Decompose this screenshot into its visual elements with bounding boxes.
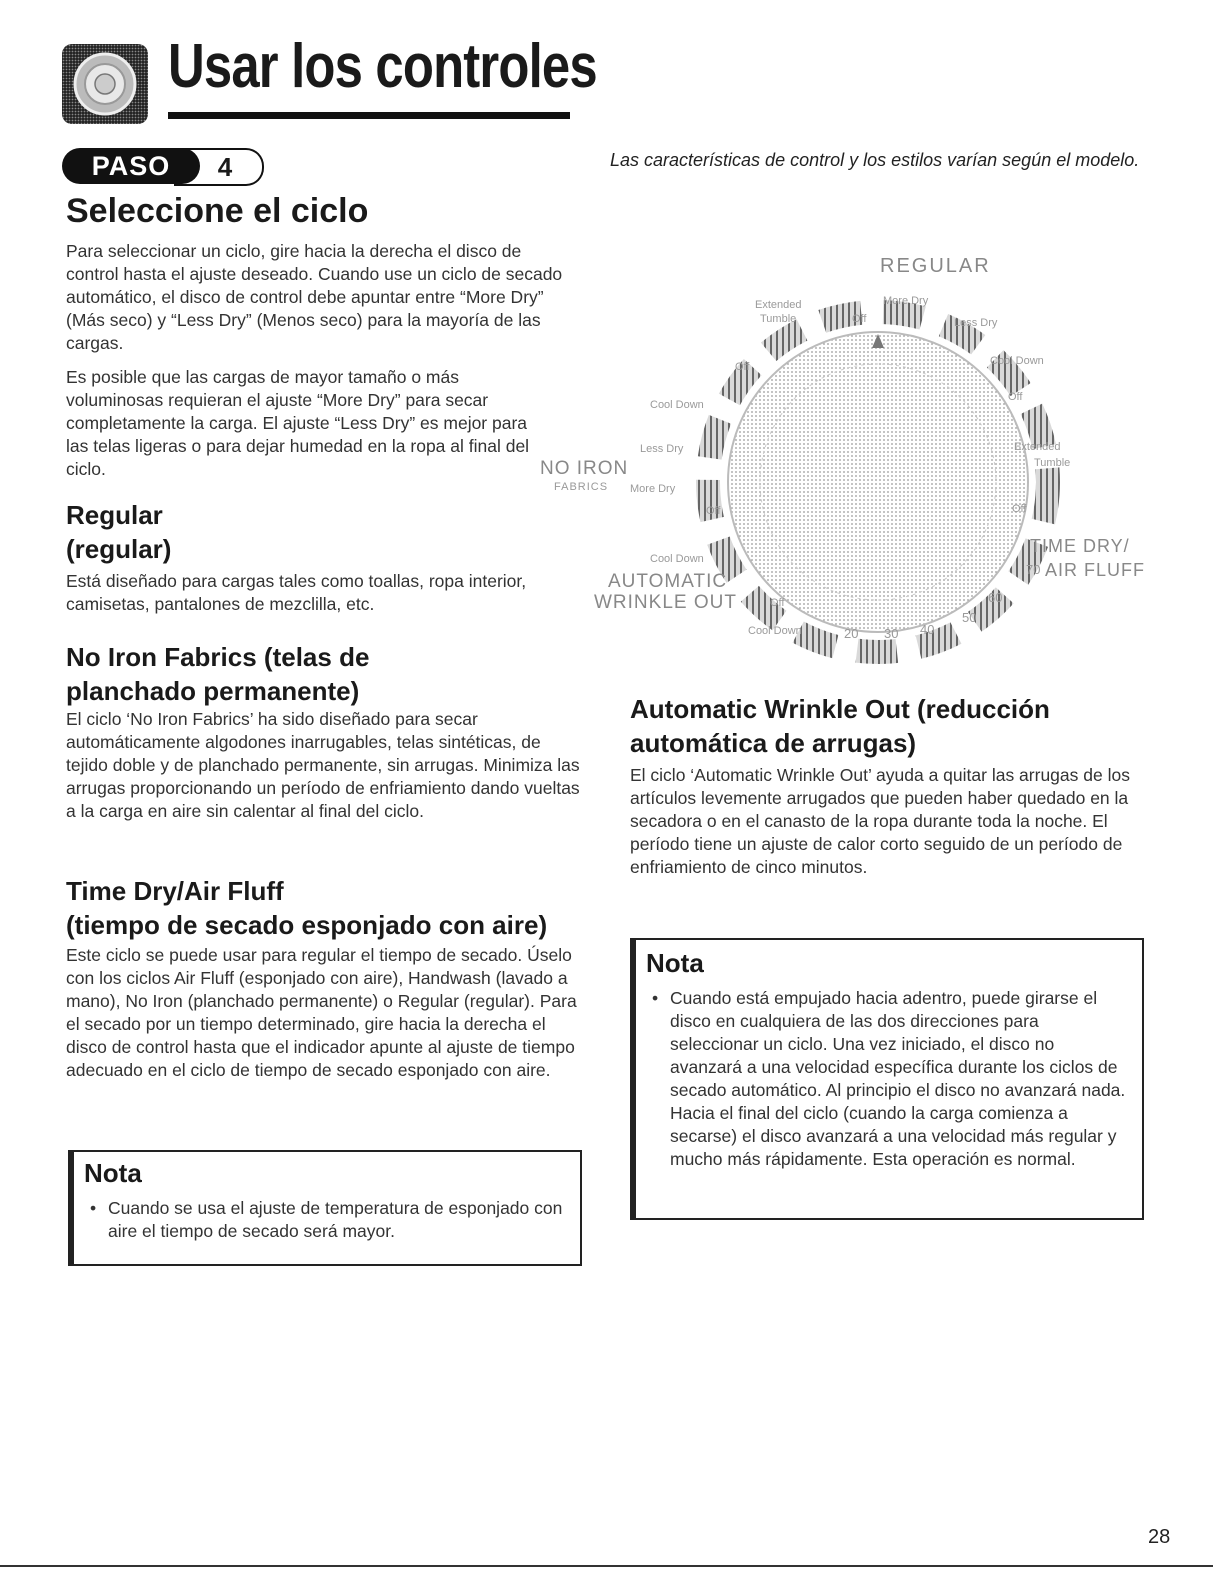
control-dial-icon <box>62 44 148 124</box>
dial-label-70: 70 <box>1026 562 1041 577</box>
note-title: Nota <box>84 1158 142 1188</box>
note-title: Nota <box>646 948 704 978</box>
dial-label-regular: REGULAR <box>880 255 991 277</box>
control-dial-figure <box>530 230 1146 650</box>
dial-label-automatic: AUTOMATIC <box>608 571 728 592</box>
dial-label-20: 20 <box>844 626 859 641</box>
page-number: 28 <box>1148 1526 1171 1548</box>
dial-label-extended: Extended <box>755 299 802 311</box>
heading-line: planchado permanente) <box>66 676 360 707</box>
dial-label-more-dry: More Dry <box>883 295 929 307</box>
intro-paragraph: Es posible que las cargas de mayor tamaño o más voluminosas requieran el ajuste “More Dry” para secar completamente la carga. El ajuste “Less Dry” es mejor para las telas ligeras o para dejar humedad en la ropa al final del ciclo. <box>66 367 530 479</box>
dial-label-extended: Extended <box>1014 441 1061 453</box>
dial-label-off: Off <box>1012 503 1027 515</box>
heading-line: automática de arrugas) <box>630 728 917 759</box>
note-bullet: • Cuando se usa el ajuste de temperatura de esponjado con aire el tiempo de secado será mayor. <box>84 1197 566 1243</box>
model-variation-note: Las características de control y los estilos varían según el modelo. <box>610 150 1140 170</box>
note-box <box>630 938 1144 1220</box>
step-number: 4 <box>174 148 264 186</box>
heading-line: (tiempo de secado esponjado con aire) <box>66 910 548 941</box>
dial-label-cool-down: Cool Down <box>650 553 704 565</box>
dial-label-tumble: Tumble <box>1034 457 1071 469</box>
dial-label-50: 50 <box>962 610 977 625</box>
dial-label-time-dry: TIME DRY/ <box>1030 536 1130 556</box>
dial-label-off: Off <box>852 313 867 325</box>
dial-label-cool-down: Cool Down <box>990 355 1044 367</box>
regular-description: Está diseñado para cargas tales como toallas, ropa interior, camisetas, pantalones de mezclilla, etc. <box>66 571 527 614</box>
page-bottom-rule <box>0 1565 1213 1567</box>
dial-label-off: Off <box>735 361 750 373</box>
section-heading: Seleccione el ciclo <box>66 192 369 230</box>
time-dry-heading <box>66 874 547 943</box>
time-dry-description: Este ciclo se puede usar para regular el tiempo de secado. Úselo con los ciclos Air Fluff (esponjado con aire), Handwash (lavado a mano), No Iron (planchado permanente) o Regular (regular). Para el secado por un tiempo determinado, gire hacia la derecha el disco de control hasta que el indicador apunte al ajuste de tiempo adecuado en el ciclo de tiempo de secado esponjado con aire. <box>66 945 577 1080</box>
no-iron-heading <box>66 640 369 709</box>
page-title: Usar los controles <box>168 32 597 101</box>
dial-label-30: 30 <box>884 626 899 641</box>
note-bullet: • Cuando está empujado hacia adentro, puede girarse el disco en cualquiera de las dos direcciones para seleccionar un ciclo. Una vez iniciado, el disco no avanzará a una velocidad específica durante los ciclos de secado automático. Al principio el disco no avanzará nada. Hacia el final del ciclo (cuando la carga comienza a secarse) el disco avanzará a una velocidad más regular y mucho más rápidamente. Esta operación es normal. <box>646 987 1128 1171</box>
dial-label-less-dry: Less Dry <box>954 317 998 329</box>
dial-label-no-iron: NO IRON <box>540 458 629 479</box>
wrinkle-out-description: El ciclo ‘Automatic Wrinkle Out’ ayuda a quitar las arrugas de los artículos levemente arrugados que pueden haber quedado en la secadora o en el canasto de la ropa durante toda la noche. El período tiene un ajuste de calor corto seguido de un período de enfriamiento de cinco minutos. <box>630 765 1130 877</box>
dial-face <box>728 332 1028 632</box>
dial-label-fabrics: FABRICS <box>554 481 609 493</box>
regular-heading <box>66 498 171 567</box>
dial-label-off: Off <box>706 505 721 517</box>
dial-label-air-fluff: AIR FLUFF <box>1045 560 1146 580</box>
note-list <box>646 987 1128 1171</box>
dial-label-cool-down: Cool Down <box>748 625 802 637</box>
dial-label-off: Off <box>770 597 785 609</box>
no-iron-description: El ciclo ‘No Iron Fabrics’ ha sido diseñado para secar automáticamente algodones inarrugables, telas sintéticas, de tejido doble y de planchado permanente, sin arrugas. Minimiza las arrugas proporcionando un período de enfriamiento dando vueltas a la carga en aire sin calentar al final del ciclo. <box>66 709 580 821</box>
note-list <box>84 1197 566 1243</box>
heading-line: Time Dry/Air Fluff <box>66 876 284 906</box>
step-badge <box>62 148 272 186</box>
note-box <box>68 1150 582 1266</box>
dial-label-cool-down: Cool Down <box>650 399 704 411</box>
heading-line: Regular <box>66 500 163 530</box>
title-underline <box>168 112 570 119</box>
heading-line: Automatic Wrinkle Out (reducción <box>630 694 1050 724</box>
wrinkle-out-heading <box>630 692 1050 761</box>
dial-label-off: Off <box>1008 391 1023 403</box>
dial-label-more-dry: More Dry <box>630 483 676 495</box>
dial-label-40: 40 <box>920 622 935 637</box>
heading-line: (regular) <box>66 534 172 565</box>
dial-label-tumble: Tumble <box>760 313 797 325</box>
dial-label-less-dry: Less Dry <box>640 443 684 455</box>
dial-label-60: 60 <box>988 590 1003 605</box>
intro-paragraph: Para seleccionar un ciclo, gire hacia la derecha el disco de control hasta el ajuste deseado. Cuando use un ciclo de secado automático, el disco de control debe apuntar entre “More Dry” (Más seco) y “Less Dry” (Menos seco) para la mayoría de las cargas. <box>66 241 563 353</box>
heading-line: No Iron Fabrics (telas de <box>66 642 370 672</box>
dial-label-wrinkle-out: WRINKLE OUT <box>594 592 737 613</box>
step-label: PASO <box>62 148 200 184</box>
